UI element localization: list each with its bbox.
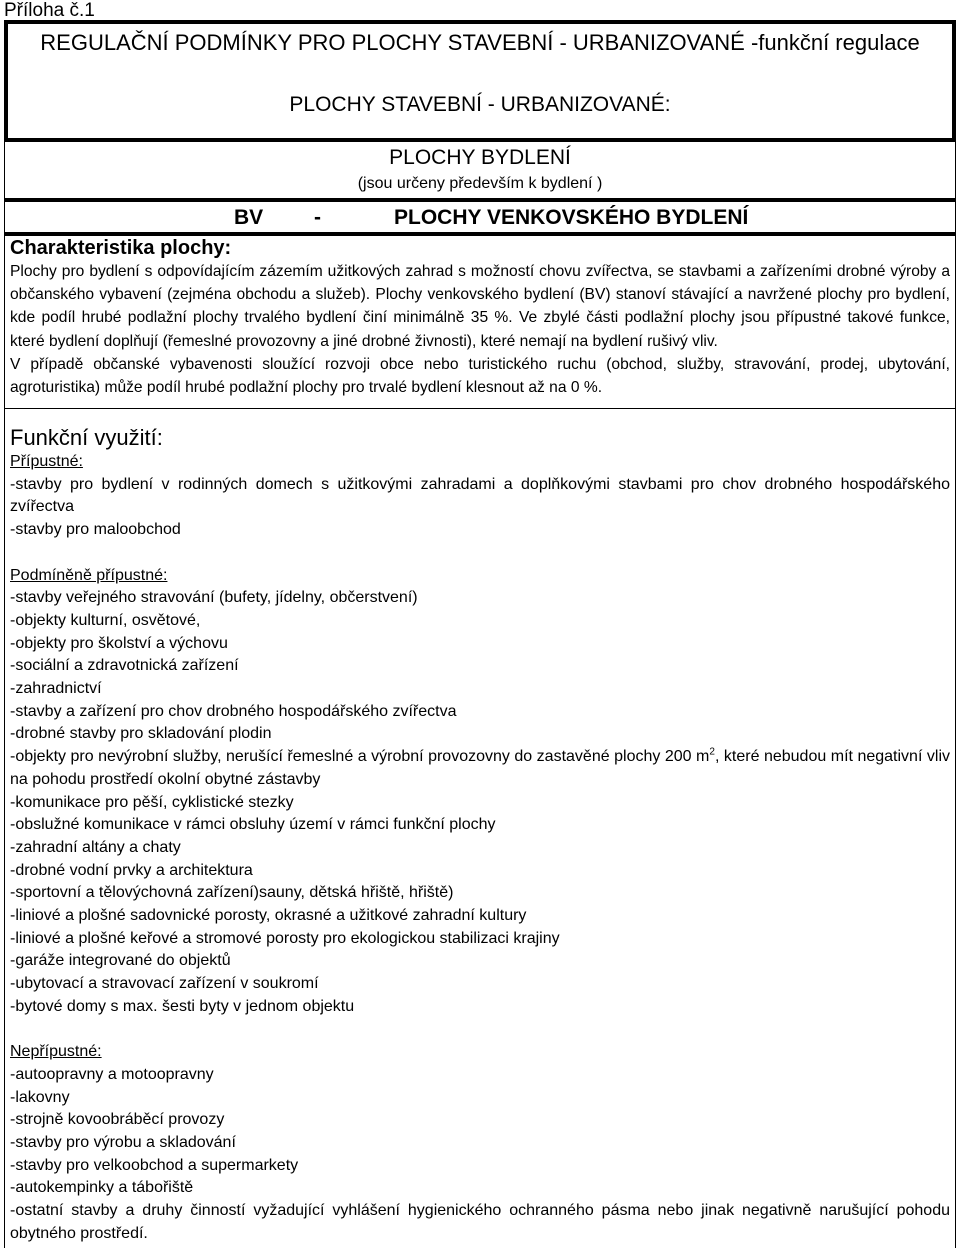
zone-code: BV — [234, 206, 264, 229]
conditional-item: -objekty kulturní, osvětové, — [10, 611, 201, 629]
prohibited-item: -autoopravny a motoopravny — [10, 1065, 214, 1083]
code-bar — [4, 198, 956, 236]
sub-title: PLOCHY STAVEBNÍ - URBANIZOVANÉ: — [289, 93, 671, 116]
prohibited-item: -stavby pro velkoobchod a supermarkety — [10, 1156, 299, 1174]
conditional-item: -bytové domy s max. šesti byty v jednom objektu — [10, 997, 355, 1015]
characteristics-p4: V případě občanské vybavenosti sloužící rozvoji obce nebo turistického ruchu (obchod, služby, stravování, prodej, ubytování, agroturistika) může podíl hrubé podlažní plochy pro trvalé bydlení klesnout až na 0 %. — [10, 355, 950, 397]
prohibited-item: -lakovny — [10, 1088, 70, 1106]
characteristics-p2: Plochy venkovského bydlení (BV) stanoví stávající a navržené plochy pro bydlení, kde podíl hrubé podlažní plochy trvalého bydlení činí minimálně 35 %. — [10, 286, 950, 327]
nonprod-text-a: -objekty pro nevýrobní služby, nerušící řemeslné a výrobní provozovny do zastavěné plochy 200 m — [10, 748, 710, 766]
conditional-item: -sociální a zdravotnická zařízení — [10, 657, 239, 675]
conditional-item: -liniové a plošné sadovnické porosty, okrasné a užitkové zahradní kultury — [10, 907, 527, 925]
conditional-item: -liniové a plošné keřové a stromové porosty pro ekologickou stabilizaci krajiny — [10, 929, 560, 947]
nonprod-superscript: 2 — [709, 746, 715, 758]
prohibited-item: -strojně kovoobráběcí provozy — [10, 1111, 225, 1129]
prohibited-item: -autokempinky a tábořiště — [10, 1179, 194, 1197]
permitted-label: Přípustné: — [10, 453, 83, 470]
category-title: PLOCHY BYDLENÍ — [389, 146, 571, 169]
functional-use-heading: Funkční využití: — [10, 425, 163, 450]
main-title: REGULAČNÍ PODMÍNKY PRO PLOCHY STAVEBNÍ - URBANIZOVANÉ -funkční regulace — [40, 30, 920, 55]
prohibited-item: -ostatní stavby a druhy činností vyžadující vyhlášení hygienického ochranného pásma nebo jinak negativně narušující pohodu obytného prostředí. — [10, 1202, 950, 1242]
zone-dash: - — [314, 206, 321, 229]
characteristics-section — [10, 236, 950, 399]
prohibited-label: Nepřípustné: — [10, 1043, 102, 1061]
conditional-item: -garáže integrované do objektů — [10, 952, 231, 970]
functional-use-section — [10, 425, 950, 1246]
characteristics-p1: Plochy pro bydlení s odpovídajícím zázemím užitkových zahrad s možností chovu zvířectva, se stavbami a zařízeními drobné výroby a občanského vybavení (zejména obchodu a služeb). — [10, 263, 950, 304]
header-box — [4, 20, 956, 142]
annex-label: Příloha č.1 — [4, 0, 95, 21]
conditional-label: Podmíněně přípustné: — [10, 566, 168, 584]
conditional-item: -objekty pro školství a výchovu — [10, 634, 228, 652]
conditional-item: -stavby a zařízení pro chov drobného hospodářského zvířectva — [10, 702, 457, 720]
conditional-item: -obslužné komunikace v rámci obsluhy území v rámci funkční plochy — [10, 816, 496, 834]
permitted-item: -stavby pro maloobchod — [10, 521, 181, 539]
conditional-item: -zahradní altány a chaty — [10, 838, 181, 856]
conditional-item: -stavby veřejného stravování (bufety, jídelny, občerstvení) — [10, 589, 418, 607]
conditional-item: -sportovní a tělovýchovná zařízení)sauny, dětská hřiště, hřiště) — [10, 884, 454, 902]
characteristics-heading: Charakteristika plochy: — [10, 237, 232, 259]
section-divider — [4, 408, 956, 409]
prohibited-item: -stavby pro výrobu a skladování — [10, 1134, 236, 1152]
conditional-item: -drobné vodní prvky a architektura — [10, 861, 253, 879]
conditional-item: -ubytovací a stravovací zařízení v soukromí — [10, 975, 319, 993]
conditional-item: -zahradnictví — [10, 680, 102, 698]
conditional-item: -drobné stavby pro skladování plodin — [10, 725, 272, 743]
characteristics-text — [10, 260, 950, 353]
conditional-item: -komunikace pro pěší, cyklistické stezky — [10, 793, 294, 811]
zone-name: PLOCHY VENKOVSKÉHO BYDLENÍ — [394, 206, 749, 229]
characteristics-p3: Ve zbylé části podlažní plochy jsou přípustné takové funkce, které bydlení doplňují (řemeslné provozovny a jiné drobné živnosti), které nemají na bydlení rušivý vliv. — [10, 309, 951, 350]
nonprod-text-b: , které nebudou mít negativní vliv na pohodu prostředí okolní obytné zástavby — [10, 748, 951, 788]
conditional-item-nonproductive — [10, 746, 950, 791]
permitted-item: -stavby pro bydlení v rodinných domech s užitkovými zahradami a doplňkovými stavbami pro chov drobného hospodářského zvířectva — [10, 475, 950, 516]
category-note: (jsou určeny především k bydlení ) — [357, 175, 603, 192]
